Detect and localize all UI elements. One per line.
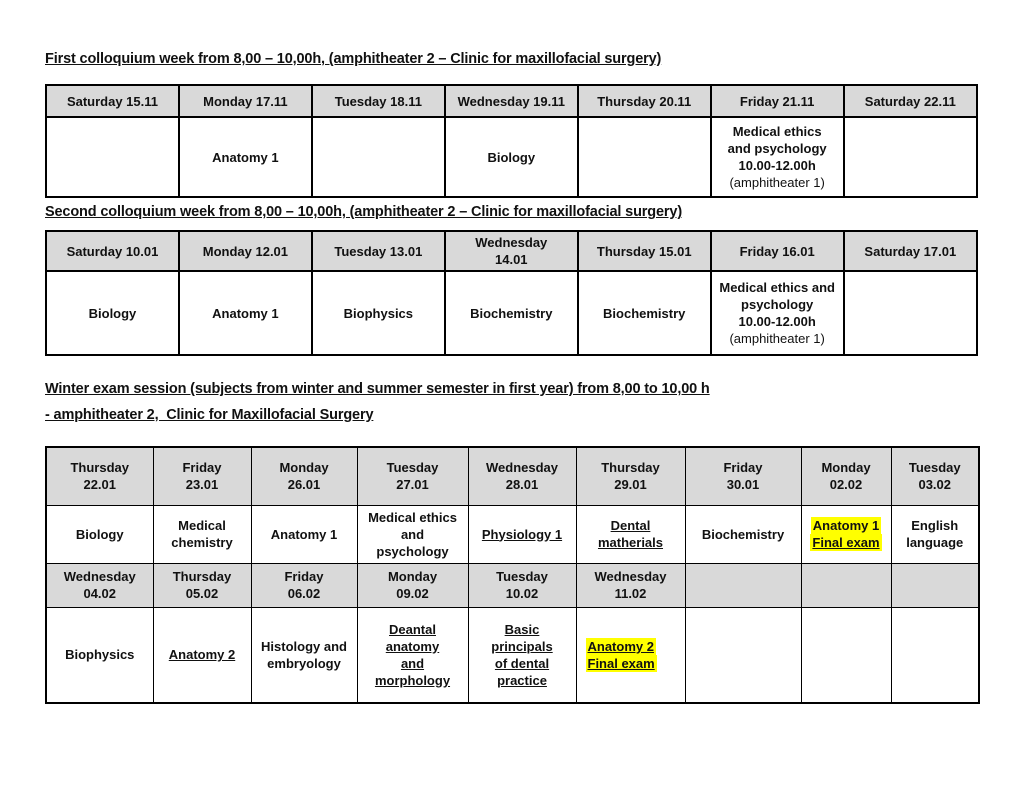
day-header-label: Friday 16.01 — [739, 243, 815, 259]
day-header-cell — [445, 231, 578, 271]
day-header-label: Monday 12.01 — [202, 243, 289, 259]
day-header-label: Thursday 15.01 — [596, 243, 692, 259]
subject-cell — [312, 271, 445, 355]
day-header-label: Saturday 17.01 — [864, 243, 957, 259]
second-colloquium-heading: Second colloquium week from 8,00 – 10,00h, (amphitheater 2 – Clinic for maxillofacial surgery) — [45, 204, 682, 220]
day-header-label: Saturday 15.11 — [66, 93, 158, 109]
table-subject-row — [46, 271, 977, 355]
day-header-date: 14.01 — [495, 252, 528, 267]
winter-exam-table — [45, 446, 980, 704]
highlighted-subject-label: Anatomy 2 — [587, 638, 654, 654]
day-header-cell: Monday 26.01 — [251, 447, 357, 505]
table-subject-row — [46, 505, 979, 563]
subject-cell: Dental matherials — [576, 505, 685, 563]
day-header-cell: Wednesday 11.02 — [576, 563, 685, 607]
day-header-cell: Tuesday 03.02 — [891, 447, 979, 505]
day-header-cell: Friday 30.01 — [685, 447, 801, 505]
subject-cell — [46, 117, 179, 197]
subject-cell — [711, 271, 844, 355]
subject-cell — [801, 607, 891, 703]
day-header-cell — [844, 231, 977, 271]
subject-cell: Physiology 1 — [468, 505, 576, 563]
day-header-cell — [578, 231, 711, 271]
day-header-cell — [179, 85, 312, 117]
day-header-label: Tuesday 13.01 — [334, 243, 423, 259]
subject-label: Anatomy 1 — [212, 305, 279, 321]
subject-label: Biology — [487, 149, 536, 165]
day-header-cell — [578, 85, 711, 117]
day-header-label: Wednesday — [475, 235, 548, 250]
highlighted-subject-label: Final exam — [812, 535, 880, 550]
subject-cell — [46, 271, 179, 355]
day-header-cell: Tuesday 10.02 — [468, 563, 576, 607]
subject-label: and psychology — [727, 141, 827, 156]
day-header-cell — [179, 231, 312, 271]
empty-header-cell — [685, 563, 801, 607]
subject-cell — [445, 117, 578, 197]
subject-cell — [578, 117, 711, 197]
anatomy1-final-exam-cell — [801, 505, 891, 563]
subject-cell: Anatomy 2 — [153, 607, 251, 703]
table-header-row — [46, 85, 977, 117]
subject-cell: Basic principals of dental practice — [468, 607, 576, 703]
day-header-cell: Thursday 05.02 — [153, 563, 251, 607]
subject-label: Anatomy 1 — [212, 149, 279, 165]
day-header-cell — [312, 85, 445, 117]
day-header-cell — [445, 85, 578, 117]
table-header-row — [46, 447, 979, 505]
day-header-cell: Wednesday 04.02 — [46, 563, 153, 607]
day-header-cell: Thursday 22.01 — [46, 447, 153, 505]
subject-location: (amphitheater 1) — [729, 331, 825, 346]
subject-cell: Biochemistry — [685, 505, 801, 563]
day-header-label: Tuesday 18.11 — [334, 93, 422, 109]
subject-cell — [685, 607, 801, 703]
day-header-cell — [844, 85, 977, 117]
subject-cell: Biophysics — [46, 607, 153, 703]
subject-cell — [445, 271, 578, 355]
subject-time: 10.00-12.00h — [738, 314, 816, 329]
subject-label: psychology — [741, 297, 814, 312]
day-header-cell: Monday 02.02 — [801, 447, 891, 505]
subject-cell: Histology and embryology — [251, 607, 357, 703]
subject-cell: Biology — [46, 505, 153, 563]
anatomy2-final-exam-cell — [576, 607, 685, 703]
subject-cell — [179, 117, 312, 197]
subject-cell: Anatomy 1 — [251, 505, 357, 563]
first-colloquium-heading: First colloquium week from 8,00 – 10,00h, (amphitheater 2 – Clinic for maxillofacial surgery) — [45, 51, 662, 67]
subject-cell — [844, 271, 977, 355]
table-subject-row — [46, 117, 977, 197]
subject-cell: Medical ethics and psychology — [357, 505, 468, 563]
highlighted-subject-label: Anatomy 1 — [812, 518, 880, 533]
table-header-row — [46, 563, 979, 607]
subject-label: Biophysics — [343, 305, 414, 321]
subject-cell — [891, 607, 979, 703]
day-header-label: Monday 17.11 — [203, 93, 288, 109]
day-header-cell: Tuesday 27.01 — [357, 447, 468, 505]
subject-cell — [312, 117, 445, 197]
day-header-cell — [46, 85, 179, 117]
subject-cell — [578, 271, 711, 355]
table-header-row — [46, 231, 977, 271]
first-colloquium-table — [45, 84, 978, 198]
subject-cell: English language — [891, 505, 979, 563]
day-header-cell — [711, 231, 844, 271]
subject-location: (amphitheater 1) — [729, 175, 825, 190]
day-header-label: Saturday 10.01 — [66, 243, 159, 259]
subject-label: Biochemistry — [470, 305, 553, 321]
empty-header-cell — [891, 563, 979, 607]
day-header-cell: Wednesday 28.01 — [468, 447, 576, 505]
day-header-label: Saturday 22.11 — [864, 93, 956, 109]
day-header-cell — [46, 231, 179, 271]
subject-label: Biochemistry — [603, 305, 686, 321]
day-header-label: Wednesday 19.11 — [457, 93, 565, 109]
subject-cell — [179, 271, 312, 355]
winter-session-heading-line1: Winter exam session (subjects from winter and summer semester in first year) from 8,00 to 10,00 h — [45, 381, 710, 397]
second-colloquium-table — [45, 230, 978, 356]
day-header-label: Thursday 20.11 — [597, 93, 692, 109]
day-header-cell: Friday 23.01 — [153, 447, 251, 505]
day-header-cell: Thursday 29.01 — [576, 447, 685, 505]
day-header-cell: Monday 09.02 — [357, 563, 468, 607]
subject-cell — [844, 117, 977, 197]
day-header-cell — [312, 231, 445, 271]
subject-label: Biology — [88, 305, 137, 321]
highlighted-subject-label: Final exam — [587, 655, 655, 671]
subject-cell: Medical chemistry — [153, 505, 251, 563]
day-header-label: Friday 21.11 — [739, 93, 815, 109]
empty-header-cell — [801, 563, 891, 607]
subject-cell: Deantal anatomy and morphology — [357, 607, 468, 703]
subject-cell — [711, 117, 844, 197]
day-header-cell — [711, 85, 844, 117]
table-subject-row — [46, 607, 979, 703]
day-header-cell: Friday 06.02 — [251, 563, 357, 607]
subject-time: 10.00-12.00h — [738, 158, 816, 173]
subject-label: Medical ethics and — [719, 280, 835, 295]
winter-session-heading-line2: - amphitheater 2, Clinic for Maxillofacial Surgery — [45, 407, 374, 423]
subject-label: Medical ethics — [732, 124, 822, 139]
